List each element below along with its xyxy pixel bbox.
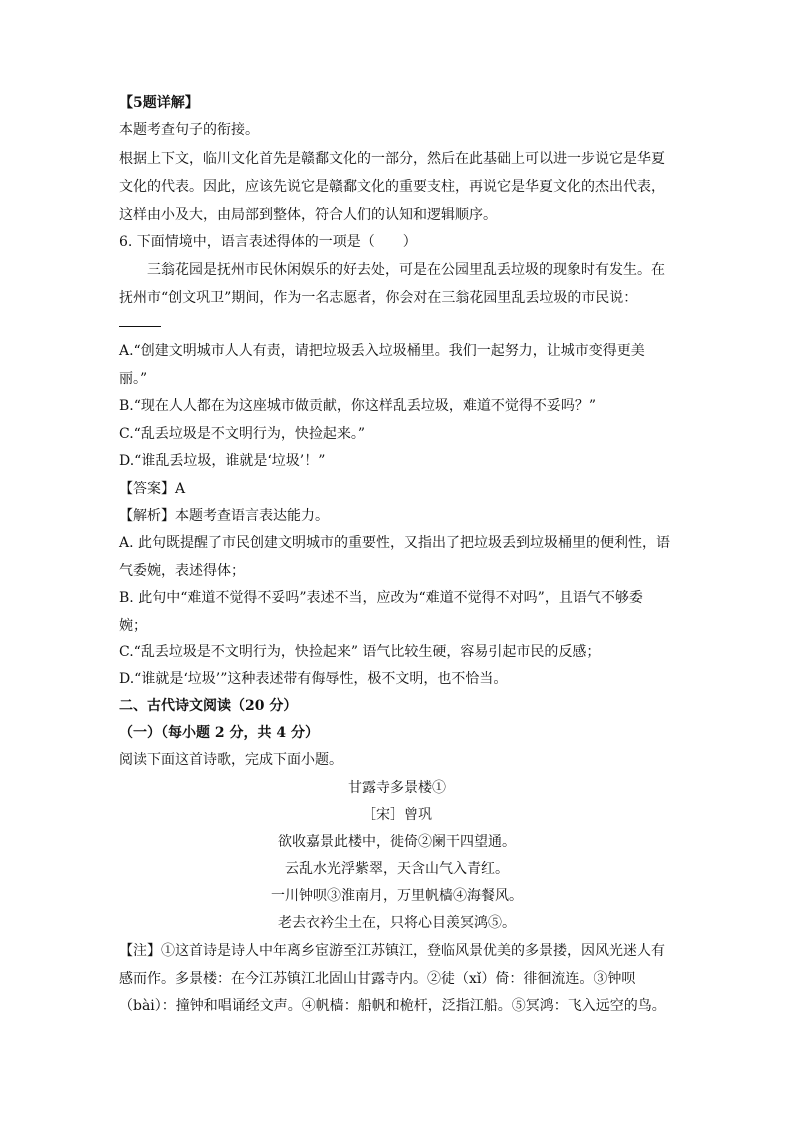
section-heading-q5-explanation: 【5题详解】 (119, 95, 199, 111)
analysis-line: 气委婉，表述得体； (119, 563, 245, 579)
option-c: C.“乱丢垃圾是不文明行为，快捡起来。” (119, 426, 365, 442)
analysis-line: C.“乱丢垃圾是不文明行为，快捡起来” 语气比较生硬，容易引起市民的反感； (119, 644, 601, 660)
analysis-heading: 【解析】本题考查语言表达能力。 (119, 508, 329, 524)
poem-line: 老去衣衿尘土在，只将心目羡冥鸿⑤。 (278, 915, 516, 931)
question-context-line: 抚州市“创文巩卫”期间，作为一名志愿者，你会对在三翁花园里乱丢垃圾的市民说： (119, 290, 638, 306)
question-6-stem: 6. 下面情境中，语言表述得体的一项是（ ） (119, 234, 417, 250)
option-d: D.“谁乱丢垃圾，谁就是‘垃圾’！” (119, 453, 326, 469)
poem-author: ［宋］曾巩 (362, 807, 432, 823)
notes-line: 【注】①这首诗是诗人中年离乡宦游至江苏镇江，登临风景优美的多景搂，因风光迷人有 (119, 943, 665, 959)
analysis-line: B. 此句中“难道不觉得不妥吗”表述不当，应改为“难道不觉得不对吗”，且语气不够委 (119, 590, 643, 606)
poem-line: 云乱水光浮紫翠，天含山气入青红。 (285, 861, 509, 877)
paragraph-line: 这样由小及大，由局部到整体，符合人们的认知和逻辑顺序。 (119, 207, 497, 223)
analysis-line: A. 此句既提醒了市民创建文明城市的重要性，又指出了把垃圾丢到垃圾桶里的便利性，语 (119, 535, 671, 551)
reading-instruction: 阅读下面这首诗歌，完成下面小题。 (119, 752, 343, 768)
paragraph-line: 本题考查句子的衔接。 (119, 122, 259, 138)
notes-line: （bài）：撞钟和唱诵经文声。④帆樯：船帆和桅杆，泛指江船。⑤冥鸿：飞入远空的鸟。 (119, 998, 666, 1014)
paragraph-line: 根据上下文，临川文化首先是赣鄱文化的一部分，然后在此基础上可以进一步说它是华夏 (119, 151, 665, 167)
poem-line: 一川钟呗③淮南月，万里帆樯④海餐风。 (271, 888, 523, 904)
poem-line: 欲收嘉景此楼中，徙倚②阑干四望通。 (278, 834, 516, 850)
answer-blank-line (119, 326, 161, 327)
option-a-continued: 丽。” (119, 371, 148, 387)
paragraph-line: 文化的代表。因此，应该先说它是赣鄱文化的重要支柱，再说它是华夏文化的杰出代表， (119, 179, 665, 195)
answer-line: 【答案】A (119, 481, 186, 497)
subsection-heading: （一）（每小题 2 分，共 4 分） (119, 725, 319, 741)
analysis-line: 婉； (119, 618, 147, 634)
option-b: B.“现在人人都在为这座城市做贡献，你这样乱丢垃圾，难道不觉得不妥吗？” (119, 398, 597, 414)
analysis-line: D.“谁就是‘垃圾’”这种表述带有侮辱性，极不文明，也不恰当。 (119, 671, 508, 687)
question-context-line: 三翁花园是抚州市民休闲娱乐的好去处，可是在公园里乱丢垃圾的现象时有发生。在 (147, 262, 665, 278)
notes-line: 感而作。多景楼：在今江苏镇江北固山甘露寺内。②徒（xǐ）倚：徘徊流连。③钟呗 (119, 971, 636, 987)
option-a: A.“创建文明城市人人有责，请把垃圾丢入垃圾桶里。我们一起努力，让城市变得更美 (119, 343, 645, 359)
poem-title: 甘露寺多景楼① (348, 780, 446, 796)
section-heading-ancient-poetry: 二、古代诗文阅读（20 分） (119, 698, 298, 714)
